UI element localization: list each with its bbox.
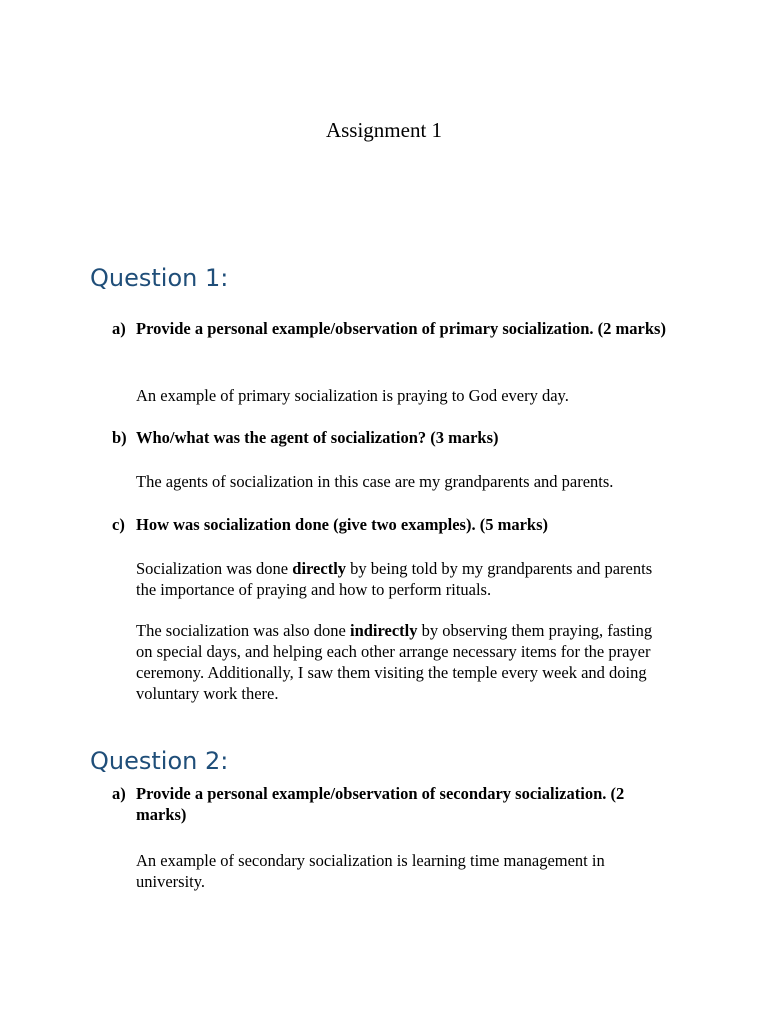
list-marker: b) — [112, 428, 127, 447]
list-marker: c) — [112, 515, 125, 534]
answer-text: by observing them praying, fasting on special days, and helping each other arrange necessary items for the prayer ceremony. Additionally, I saw them visiting the temple every week and doing voluntary work there. — [136, 621, 653, 703]
emphasis-indirectly: indirectly — [349, 621, 418, 640]
emphasis-directly: directly — [292, 559, 347, 578]
question-2a — [112, 783, 672, 825]
answer-1c-indirect — [136, 620, 666, 704]
question-1b — [112, 427, 672, 448]
question-1a — [112, 318, 672, 339]
answer-text: by being told by my grandparents and parents the importance of praying and how to perform rituals. — [136, 559, 653, 599]
question-item — [112, 514, 672, 535]
list-marker: a) — [112, 784, 126, 803]
answer-text: The agents of socialization in this case are my grandparents and parents. — [136, 472, 614, 491]
question-text: Provide a personal example/observation of secondary socialization. (2 marks) — [136, 784, 625, 824]
answer-text: An example of primary socialization is praying to God every day. — [136, 386, 569, 405]
answer-text: The socialization was also done — [136, 621, 350, 640]
answer-1b — [136, 471, 666, 492]
question-item — [112, 783, 672, 825]
answer-1c-direct — [136, 558, 666, 600]
question-1-heading: Question 1: — [90, 264, 229, 292]
answer-1a — [136, 385, 666, 406]
question-text: Provide a personal example/observation of primary socialization. (2 marks) — [136, 319, 666, 338]
question-2-heading: Question 2: — [90, 747, 229, 775]
question-text: Who/what was the agent of socialization? (3 marks) — [136, 428, 499, 447]
answer-text: An example of secondary socialization is learning time management in university. — [136, 851, 605, 891]
answer-2a — [136, 850, 666, 892]
list-marker: a) — [112, 319, 126, 338]
question-item — [112, 318, 672, 339]
document-title: Assignment 1 — [325, 118, 443, 142]
question-text: How was socialization done (give two examples). (5 marks) — [136, 515, 549, 534]
answer-text: Socialization was done — [136, 559, 293, 578]
question-1c — [112, 514, 672, 535]
question-item — [112, 427, 672, 448]
